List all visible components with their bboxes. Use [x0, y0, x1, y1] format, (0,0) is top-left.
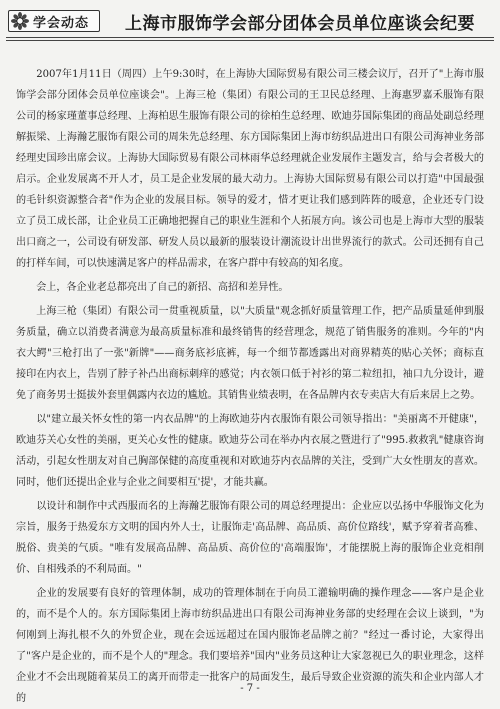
article-body	[16, 64, 484, 709]
paragraph: 以设计和制作中式西服而名的上海瀚艺服饰有限公司的周总经理提出：企业应以弘扬中华服饰文化为宗旨，服务于热爱东方文明的国内外人士，让服饰走'高品牌、高品质、高价位路线'，赋予穿着者高雅、脱俗、贵美的气质。"唯有发展高品牌、高品质、高价位的'高端服饰'，才能摆脱上海的服饰企业竞相削价、自相残杀的不利局面。"	[16, 501, 484, 575]
section-badge	[8, 10, 100, 32]
header-divider	[6, 37, 494, 38]
page-number: - 7 -	[240, 683, 260, 694]
paragraph: 2007年1月11日（周四）上午9:30时，在上海协大国际贸易有限公司三楼会议厅，召开了"上海市服饰学会部分团体会员单位座谈会"。上海三枪（集团）有限公司的王卫民总经理、上海惠罗嘉禾服饰有限公司的杨家瑾董事总经理、上海柏思生服饰有限公司的徐柏生总经理、欧迪芬国际集团的商品处副总经理解振梁、上海瀚艺服饰有限公司的周朱先总经理、东方国际集团上海市纺织品进出口有限公司海神业务部经理史国珍出席会议。上海协大国际贸易有限公司林雨华总经理就企业发展作主题发言，给与会者极大的启示。企业发展离不开人才，员工是企业发展的最大动力。上海协大国际贸易有限公司以打造"中国最强的毛针织资源整合者"作为企业的发展目标。领导的爱才，惜才更让我们感到阵阵的暖意，企业还专门设立了员工成长部，让企业员工正确地把握自己的职业生涯和个人拓展方向。该公司也是上海市大型的服装出口商之一，公司设有研发部、研发人员以最新的服装设计潮流设计出世界流行的款式。公司还拥有自己的打样车间，可以快速满足客户的样品需求，在客户群中有较高的知名度。	[16, 69, 484, 269]
page-title: 上海市服饰学会部分团体会员单位座谈会纪要	[125, 14, 475, 34]
page-header	[8, 8, 492, 34]
paragraph: 上海三枪（集团）有限公司一贯重视质量，以"大质量"观念抓好质量管理工作，把产品质量延伸到服务质量，确立以消费者满意为最高质量标准和最终销售的经营理念，规范了销售服务的准则。今年的"内衣大鳄"三枪打出了一张"新牌"——商务底衫底裤，每一个细节都透露出对商界精英的贴心关怀；商标直接印在内衣上，告别了脖子补凸出商标刺痒的感觉；内衣领口低于衬衫的第二粒纽扣，袖口九分设计，避免了商务男士挺拔外套里偶露内衣边的尴尬。其销售业绩表明，在各品牌内衣专卖店大有后来居上之势。	[16, 306, 484, 401]
sunflower-icon	[11, 12, 29, 30]
section-label: 学会动态	[33, 15, 90, 31]
paragraph: 会上，各企业老总都亮出了自己的新招、高招和差异性。	[36, 282, 289, 293]
paragraph: 企业的发展要有良好的管理体制，成功的管理体制在于向员工灌输明确的操作理念——客户是企业的，而不是个人的。东方国际集团上海市纺织品进出口有限公司海神业务部的史经理在会议上谈到，"为何刚到上海扎根不久的外贸企业，现在会远远超过在国内服饰老品牌之前？"经过一番讨论，大家得出了"客户是企业的，而不是个人的"理念。我们要培养"国内"业务员这种让大家忽视已久的职业理念，这样企业才不会出现随着某员工的离开而带走一批客户的局面发生，最后导致企业资源的流失和企业内部人才的	[16, 588, 484, 704]
paragraph: 以"建立最关怀女性的第一内衣品牌"的上海欧迪芬内衣服饰有限公司领导指出："美丽离不开健康"，欧迪芬关心女性的美丽，更关心女性的健康。欧迪芬公司在举办内衣展之暨进行了"995.救救乳"健康咨询活动，引起女性朋友对自己胸部保健的高度重视和对欧迪芬内衣品牌的关注，受到广大女性朋友的喜欢。同时，他们还提出企业与企业之间要相互'提'，才能共赢。	[16, 414, 484, 488]
header-divider	[6, 40, 494, 41]
